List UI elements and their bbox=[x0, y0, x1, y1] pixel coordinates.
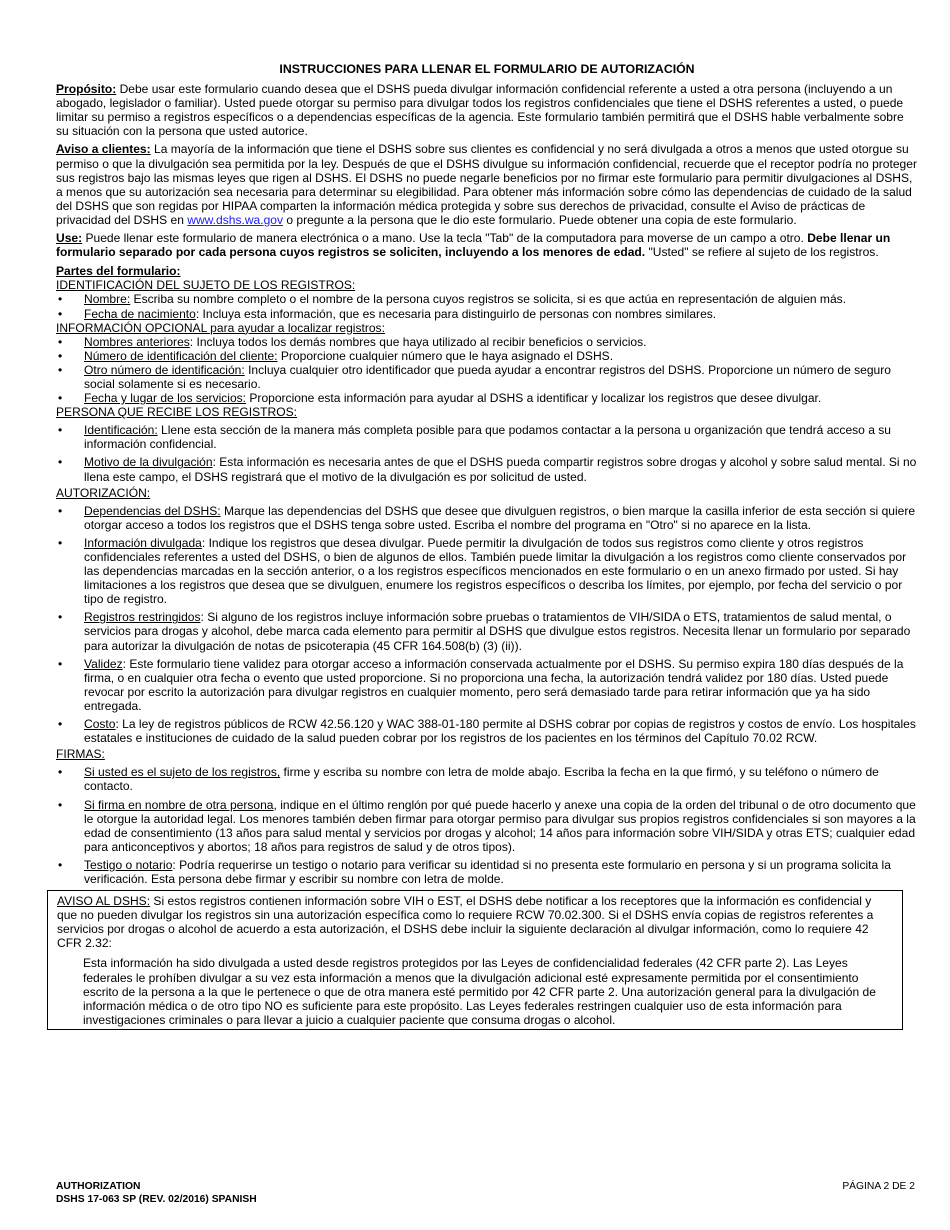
use-text-end: "Usted" se refiere al sujeto de los registros. bbox=[645, 245, 879, 260]
bullet-icon: • bbox=[58, 334, 63, 349]
dshs-notice-label: AVISO AL DSHS: bbox=[57, 894, 151, 909]
bullet-icon: • bbox=[58, 423, 63, 438]
dshs-notice-box bbox=[47, 890, 903, 1030]
list-item bbox=[56, 717, 918, 745]
item-label: Identificación: bbox=[84, 423, 158, 438]
notice-to-clients-text-end: o pregunte a la persona que le dio este formulario. Puede obtener una copia de este formulario. bbox=[283, 212, 797, 227]
item-text: Llene esta sección de la manera más completa posible para que podamos contactar a la persona u organización que tendrá acceso a su información confidencial. bbox=[84, 423, 891, 452]
item-label: Información divulgada bbox=[84, 535, 202, 550]
list-item bbox=[56, 423, 918, 451]
dshs-notice-paragraph bbox=[57, 894, 894, 950]
purpose-paragraph bbox=[56, 82, 918, 138]
bullet-icon: • bbox=[58, 535, 63, 550]
item-label: Testigo o notario bbox=[84, 857, 173, 872]
item-text: : La ley de registros públicos de RCW 42.56.120 y WAC 388-01-180 permite al DSHS cobrar por copias de registros y costos de envío. Los hospitales estatales e instituciones de cuidado de la salud pueden cobrar por los registros de los pacientes en los términos del Capítulo 70.02 RCW. bbox=[84, 717, 916, 746]
list-item bbox=[56, 363, 918, 391]
federal-confidentiality-statement: Esta información ha sido divulgada a usted desde registros protegidos por las Leyes de confidencialidad federales (42 CFR parte 2). Las Leyes federales le prohíben divulgar a su vez esta información a menos que la divulgación adicional esté expresamente permitida por el consentimiento escrito de la persona a la que le pertenece o que de otra manera esté permitido por 42 CFR parte 2. Una autorización general para la divulgación de información médica o de otro tipo NO es suficiente para este propósito. Las Leyes federales restringen cualquier uso de esta información para investigaciones criminales o para llevar a juicio a cualquier paciente que consuma drogas o alcohol. bbox=[83, 956, 876, 1027]
item-text: : Incluya todos los demás nombres que haya utilizado al recibir beneficios o servicios. bbox=[189, 334, 647, 349]
signatures-list bbox=[56, 765, 918, 886]
list-item bbox=[56, 657, 918, 713]
section-heading-optional: INFORMACIÓN OPCIONAL para ayudar a localizar registros: bbox=[56, 320, 385, 335]
use-label: Use: bbox=[56, 231, 83, 246]
bullet-icon: • bbox=[58, 391, 63, 406]
purpose-text: Debe usar este formulario cuando desea que el DSHS pueda divulgar información confidencial referente a usted a otra persona (incluyendo a un abogado, legislador o familiar). Usted puede otorgar su permiso para divulgar todos los registros confidenciales que tiene el DSHS referentes a usted, o puede limitar su permiso a registros específicos o a dependencias específicas de la agencia. Este formulario también permitirá que el DSHS hable verbalmente sobre su situación con la persona que usted autorice. bbox=[56, 82, 904, 139]
dshs-website-link[interactable]: www.dshs.wa.gov bbox=[187, 212, 283, 227]
item-label: Número de identificación del cliente: bbox=[84, 348, 278, 363]
item-text: : Indique los registros que desea divulgar. Puede permitir la divulgación de todos sus registros como cliente y otros registros confidenciales referentes a usted del DSHS, o bien de algunos de ellos. También puede limitar la divulgación a los registros como cliente conservados por las dependencias marcadas en la sección anterior, o a los registros específicos mencionados en este formulario o en un anexo firmado por usted. Si hay limitaciones a los registros que desea que se divulguen, enumere los registros específicos o describa los límites, por ejemplo, por fecha del servicio o por tipo de registro. bbox=[84, 535, 907, 607]
item-text: Escriba su nombre completo o el nombre de la persona cuyos registros se solicita, si es que actúa en representación de alguien más. bbox=[130, 292, 847, 307]
list-item bbox=[56, 504, 918, 532]
item-text: Incluya cualquier otro identificador que pueda ayudar a encontrar registros del DSHS. Proporcione un número de seguro social solamente si es necesario. bbox=[84, 362, 891, 391]
item-label: Dependencias del DSHS: bbox=[84, 503, 221, 518]
bullet-icon: • bbox=[58, 503, 63, 518]
page-number: PÁGINA 2 DE 2 bbox=[842, 1181, 915, 1192]
document-page bbox=[56, 62, 918, 1030]
notice-to-clients-label: Aviso a clientes: bbox=[56, 142, 151, 157]
item-text: indique en el último renglón por qué puede hacerlo y anexe una copia de la orden del tribunal o de otro documento que le otorgue la autoridad legal. Los menores también deben firmar para otorgar permiso para divulgar sus propios registros confidenciales si son mayores a la edad de consentimiento (13 años para salud mental y servicios por drogas y alcohol; 14 años para información sobre VIH/SIDA y otras ETS; cualquier edad para anticonceptivos y abortos; 18 años para registros de salud y de otros tipos). bbox=[84, 797, 916, 854]
bullet-icon: • bbox=[58, 717, 63, 732]
list-item bbox=[56, 455, 918, 483]
optional-list bbox=[56, 335, 918, 405]
list-item bbox=[56, 307, 918, 321]
section-heading-identification: IDENTIFICACIÓN DEL SUJETO DE LOS REGISTROS: bbox=[56, 278, 356, 293]
list-item bbox=[56, 536, 918, 606]
item-label: Costo bbox=[84, 717, 116, 732]
item-label: Nombre: bbox=[84, 292, 131, 307]
list-item bbox=[56, 335, 918, 349]
document-title: INSTRUCCIONES PARA LLENAR EL FORMULARIO DE AUTORIZACIÓN bbox=[279, 62, 695, 76]
use-bold-text: Debe llenar un formulario separado por cada persona cuyos registros se soliciten, incluyendo a los menores de edad. bbox=[56, 231, 891, 260]
item-label: Nombres anteriores bbox=[84, 334, 190, 349]
bullet-icon: • bbox=[58, 362, 63, 377]
list-item bbox=[56, 798, 918, 854]
section-heading-recipient: PERSONA QUE RECIBE LOS REGISTROS: bbox=[56, 405, 297, 420]
item-label: Fecha de nacimiento bbox=[84, 306, 196, 321]
bullet-icon: • bbox=[58, 292, 63, 307]
list-item bbox=[56, 765, 918, 793]
item-label: Si usted es el sujeto de los registros, bbox=[84, 765, 281, 780]
notice-to-clients-text: La mayoría de la información que tiene el DSHS sobre sus clientes es confidencial y no será divulgada a otros a menos que usted otorgue su permiso o que la divulgación sea permitida por la ley. Después de que el DSHS divulgue su información confidencial, recuerde que el receptor podría no proteger sus registros bajo las mismas leyes que rigen al DSHS. El DSHS no puede negarle beneficios por no firmar este formulario para permitir divulgaciones al DSHS, a menos que su autorización sea necesaria para determinar su elegibilidad. Para obtener más información sobre cómo las dependencias de cuidado de la salud del DSHS que son regidas por HIPAA comparten la información médica protegida y sobre sus derechos de privacidad, consulte el Aviso de prácticas de privacidad del DSHS en bbox=[56, 142, 917, 227]
list-item bbox=[56, 349, 918, 363]
item-text: : Este formulario tiene validez para otorgar acceso a información conservada actualmente por el DSHS. Su permiso expira 180 días después de la firma, o en cualquier otra fecha o evento que usted proporcione. Si no proporciona una fecha, la autorización tendrá validez por 180 días. Usted puede revocar por escrito la autorización para divulgar registros en cualquier momento, pero será demasiado tarde para retirar información que ya ha sido entregada. bbox=[84, 656, 904, 713]
item-label: Registros restringidos bbox=[84, 610, 201, 625]
bullet-icon: • bbox=[58, 656, 63, 671]
notice-to-clients-paragraph bbox=[56, 142, 918, 227]
list-item bbox=[56, 610, 918, 652]
item-text: Proporcione cualquier número que le haya asignado el DSHS. bbox=[277, 348, 614, 363]
item-label: Si firma en nombre de otra persona, bbox=[84, 797, 277, 812]
bullet-icon: • bbox=[58, 857, 63, 872]
dshs-notice-text: Si estos registros contienen información sobre VIH o EST, el DSHS debe notificar a los receptores que la información es confidencial y que no pueden divulgar los registros sin una autorización específica como lo requiere RCW 70.02.300. Si el DSHS envía copias de registros referentes a servicios por drogas o alcohol de acuerdo a esta autorización, el DSHS debe incluir la siguiente declaración al divulgar información, como lo requiere 42 CFR 2.32: bbox=[57, 894, 874, 951]
bullet-icon: • bbox=[58, 306, 63, 321]
recipient-list bbox=[56, 423, 918, 483]
bullet-icon: • bbox=[58, 765, 63, 780]
purpose-label: Propósito: bbox=[56, 82, 117, 97]
use-paragraph bbox=[56, 231, 918, 259]
bullet-icon: • bbox=[58, 610, 63, 625]
list-item bbox=[56, 391, 918, 405]
list-item bbox=[56, 858, 918, 886]
section-heading-authorization: AUTORIZACIÓN: bbox=[56, 485, 151, 500]
item-text: : Podría requerirse un testigo o notario para verificar su identidad si no presenta este formulario en persona y si un programa solicita la verificación. Esta persona debe firmar y escribir su nombre con letra de molde. bbox=[84, 857, 891, 886]
item-text: : Incluya esta información, que es necesaria para distinguirlo de personas con nombres similares. bbox=[195, 306, 717, 321]
bullet-icon: • bbox=[58, 797, 63, 812]
item-label: Validez bbox=[84, 656, 123, 671]
item-label: Fecha y lugar de los servicios: bbox=[84, 391, 247, 406]
item-text: Marque las dependencias del DSHS que desee que divulguen registros, o bien marque la casilla inferior de esta sección si quiere otorgar acceso a todos los registros que el DSHS tenga sobre usted. Escriba el nombre del programa en "Otro" si no aparece en la lista. bbox=[84, 503, 916, 532]
item-text: : Esta información es necesaria antes de que el DSHS pueda compartir registros sobre drogas y alcohol y sobre salud mental. Si no llena este campo, el DSHS registrará que el motivo de la divulgación es por solicitud de usted. bbox=[84, 455, 917, 484]
item-text: Proporcione esta información para ayudar al DSHS a identificar y localizar los registros que desee divulgar. bbox=[246, 391, 822, 406]
form-footer bbox=[56, 1181, 257, 1206]
section-heading-signatures: FIRMAS: bbox=[56, 747, 105, 762]
authorization-list bbox=[56, 504, 918, 746]
form-parts-heading: Partes del formulario: bbox=[56, 264, 181, 279]
identification-list bbox=[56, 292, 918, 320]
item-label: Otro número de identificación: bbox=[84, 362, 245, 377]
bullet-icon: • bbox=[58, 455, 63, 470]
item-text: firme y escriba su nombre con letra de molde abajo. Escriba la fecha en la que firmó, y su teléfono o número de contacto. bbox=[84, 765, 879, 794]
use-text: Puede llenar este formulario de manera electrónica o a mano. Use la tecla "Tab" de la computadora para moverse de un campo a otro. bbox=[82, 231, 808, 246]
bullet-icon: • bbox=[58, 348, 63, 363]
footer-form-number: DSHS 17-063 SP (REV. 02/2016) SPANISH bbox=[56, 1193, 257, 1205]
footer-form-type: AUTHORIZATION bbox=[56, 1181, 141, 1192]
item-label: Motivo de la divulgación bbox=[84, 455, 213, 470]
list-item bbox=[56, 292, 918, 306]
item-text: : Si alguno de los registros incluye información sobre pruebas o tratamientos de VIH/SIDA o ETS, tratamientos de salud mental, o servicios para drogas y alcohol, debe marca cada elemento para permitir al DSHS que divulgue estos registros. Necesita llenar un formulario por separado para autorizar la divulgación de notas de psicoterapia (45 CFR 164.508(b) (3) (ii)). bbox=[84, 610, 911, 653]
